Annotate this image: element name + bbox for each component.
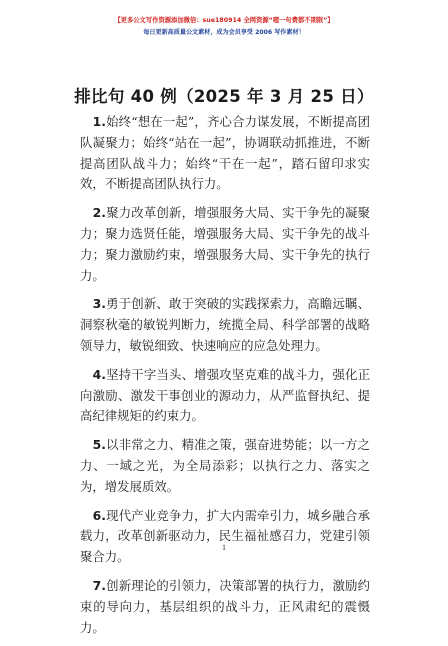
promo-banner	[0, 16, 448, 38]
page-number: 1	[222, 543, 226, 552]
document-title: 排比句 40 例（2025 年 3 月 25 日）	[74, 87, 374, 106]
item-text: 以非常之力、精准之策，强奋进势能；以一方之力、一域之光，为全局添彩；以执行之力、落实之为，增发展质效。	[80, 437, 370, 494]
promo-banner-line1: 【更多公文写作资源添加微信：sue180914 全网资源“嗯一句费都不期限”】	[114, 17, 334, 24]
list-item	[80, 435, 370, 497]
item-number: 1.	[92, 114, 106, 129]
item-number: 4.	[92, 366, 106, 382]
promo-banner-line2: 每日更新高质量公文素材，成为会员享受 2006 写作素材！	[143, 29, 305, 36]
list-item	[80, 112, 370, 195]
item-text: 聚力改革创新，增强服务大局、实干争先的凝聚力；聚力选贤任能，增强服务大局、实干争先的战斗力；聚力激励约束，增强服务大局、实干争先的执行力。	[80, 205, 370, 283]
sentence-list	[80, 112, 370, 646]
item-number: 3.	[92, 296, 106, 312]
item-text: 创新理论的引领力，决策部署的执行力，激励约束的导向力，基层组织的战斗力，正风肃纪的震慑力。	[80, 577, 370, 635]
list-item	[80, 203, 370, 286]
item-number: 2.	[92, 205, 106, 221]
item-number: 6.	[92, 507, 106, 523]
item-text: 始终“想在一起”，齐心合力谋发展，不断提高团队凝聚力；始终“站在一起”，协调联动抓推进，不断提高团队战斗力；始终“干在一起”，踏石留印求实效，不断提高团队执行力。	[80, 114, 370, 192]
list-item	[80, 576, 370, 638]
list-item	[80, 294, 370, 356]
list-item	[80, 365, 370, 427]
list-item	[80, 506, 370, 568]
item-text: 坚持干字当头、增强攻坚克难的战斗力，强化正向激励、激发干事创业的源动力，从严监督执纪、提高纪律规矩的约束力。	[80, 366, 370, 424]
item-text: 现代产业竞争力，扩大内需牵引力，城乡融合承载力，改革创新驱动力，民生福祉感召力，党建引领聚合力。	[80, 507, 370, 565]
item-text: 勇于创新、敢于突破的实践探索力，高瞻远瞩、洞察秋毫的敏锐判断力，统揽全局、科学部署的战略领导力，敏锐细致、快速响应的应急处理力。	[80, 296, 370, 353]
item-number: 7.	[92, 577, 106, 593]
item-number: 5.	[92, 437, 106, 453]
